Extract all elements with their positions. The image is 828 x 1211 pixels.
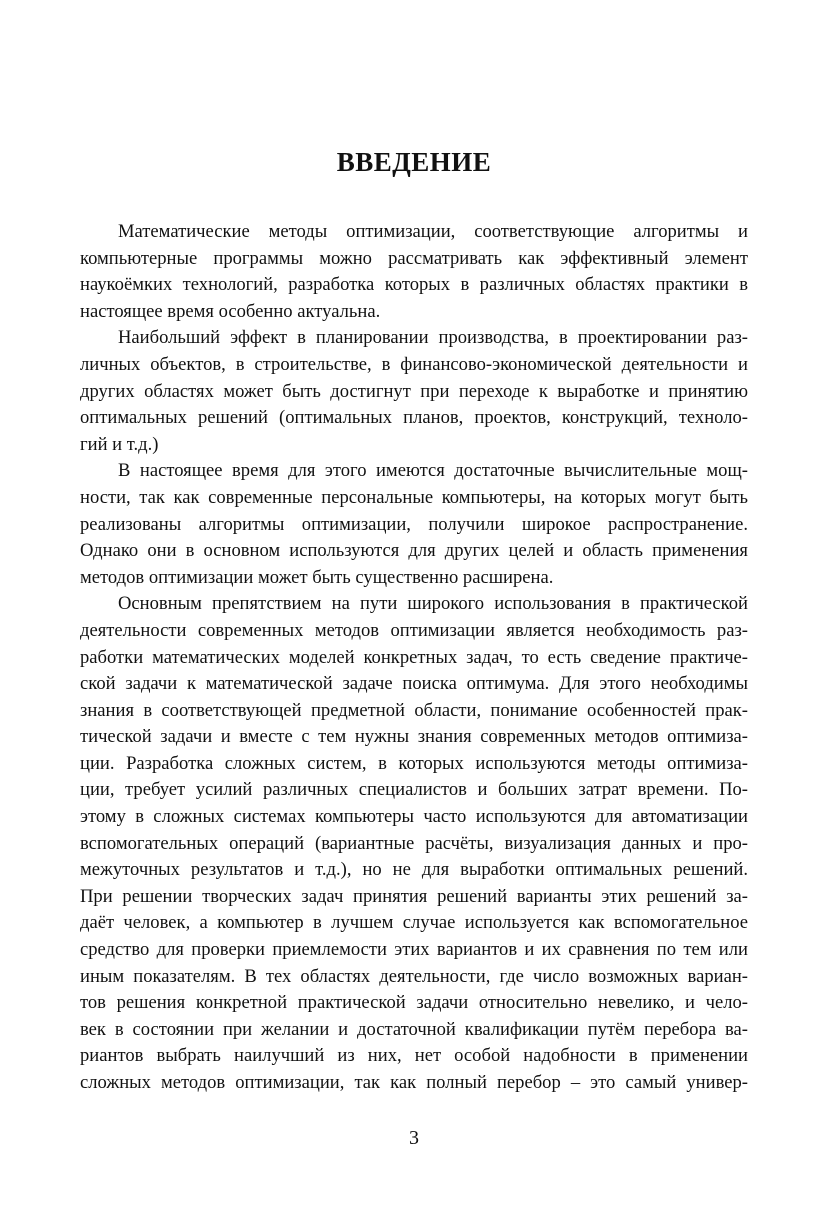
text-line: гий и т.д.) [80, 433, 159, 455]
text-line: других областях может быть достигнут при переходе к выработке и принятию [80, 380, 748, 402]
text-line: этому в сложных системах компьютеры часто используются для автоматизации [80, 806, 748, 828]
text-line: методов оптимизации может быть существенно расширена. [80, 566, 554, 588]
text-line: работки математических моделей конкретных задач, то есть сведение практиче- [80, 646, 748, 668]
paragraph [80, 458, 748, 591]
text-line: При решении творческих задач принятия решений варианты этих решений за- [80, 885, 748, 907]
text-line: век в состоянии при желании и достаточной квалификации путём перебора ва- [80, 1018, 748, 1040]
text-line: Основным препятствием на пути широкого использования в практической [118, 593, 748, 615]
text-line: тов решения конкретной практической задачи относительно невелико, и чело- [80, 992, 748, 1014]
text-line: реализованы алгоритмы оптимизации, получили широкое распространение. [80, 513, 748, 535]
text-line: настоящее время особенно актуальна. [80, 300, 381, 322]
text-line: ции, требует усилий различных специалистов и больших затрат времени. По- [80, 779, 748, 801]
paragraph [80, 591, 748, 1096]
text-line: ции. Разработка сложных систем, в которых используются методы оптимиза- [80, 752, 748, 774]
text-line: вспомогательных операций (вариантные расчёты, визуализация данных и про- [80, 832, 748, 854]
text-line: риантов выбрать наилучший из них, нет особой надобности в применении [80, 1045, 748, 1067]
text-line: компьютерные программы можно рассматривать как эффективный элемент [80, 247, 748, 269]
text-line: личных объектов, в строительстве, в финансово-экономической деятельности и [80, 353, 748, 375]
text-line: наукоёмких технологий, разработка которых в различных областях практики в [80, 274, 748, 296]
text-line: В настоящее время для этого имеются достаточные вычислительные мощ- [118, 460, 748, 482]
text-line: Однако они в основном используются для других целей и область применения [80, 540, 748, 562]
text-line: иным показателям. В тех областях деятельности, где число возможных вариан- [80, 965, 748, 987]
text-line: даёт человек, а компьютер в лучшем случае используется как вспомогательное [80, 912, 748, 934]
text-line: оптимальных решений (оптимальных планов, проектов, конструкций, техноло- [80, 407, 748, 429]
text-line: деятельности современных методов оптимизации является необходимость раз- [80, 619, 748, 641]
text-line: сложных методов оптимизации, так как полный перебор – это самый универ- [80, 1072, 748, 1093]
text-line: межуточных результатов и т.д.), но не для выработки оптимальных решений. [80, 859, 748, 881]
text-line: средство для проверки приемлемости этих вариантов и их сравнения по тем или [80, 939, 748, 961]
body-text [80, 219, 748, 1097]
text-line: ской задачи к математической задаче поиска оптимума. Для этого необходимы [80, 673, 748, 695]
paragraph [80, 219, 748, 325]
text-line: ности, так как современные персональные компьютеры, на которых могут быть [80, 486, 748, 508]
page-number: 3 [409, 1127, 419, 1149]
text-line: знания в соответствующей предметной области, понимание особенностей прак- [80, 699, 748, 721]
text-line: Наибольший эффект в планировании производства, в проектировании раз- [118, 327, 748, 349]
page-title: ВВЕДЕНИЕ [336, 147, 492, 177]
text-line: тической задачи и вместе с тем нужны знания современных методов оптимиза- [80, 726, 748, 748]
paragraph [80, 325, 748, 458]
text-line: Математические методы оптимизации, соответствующие алгоритмы и [118, 221, 748, 242]
